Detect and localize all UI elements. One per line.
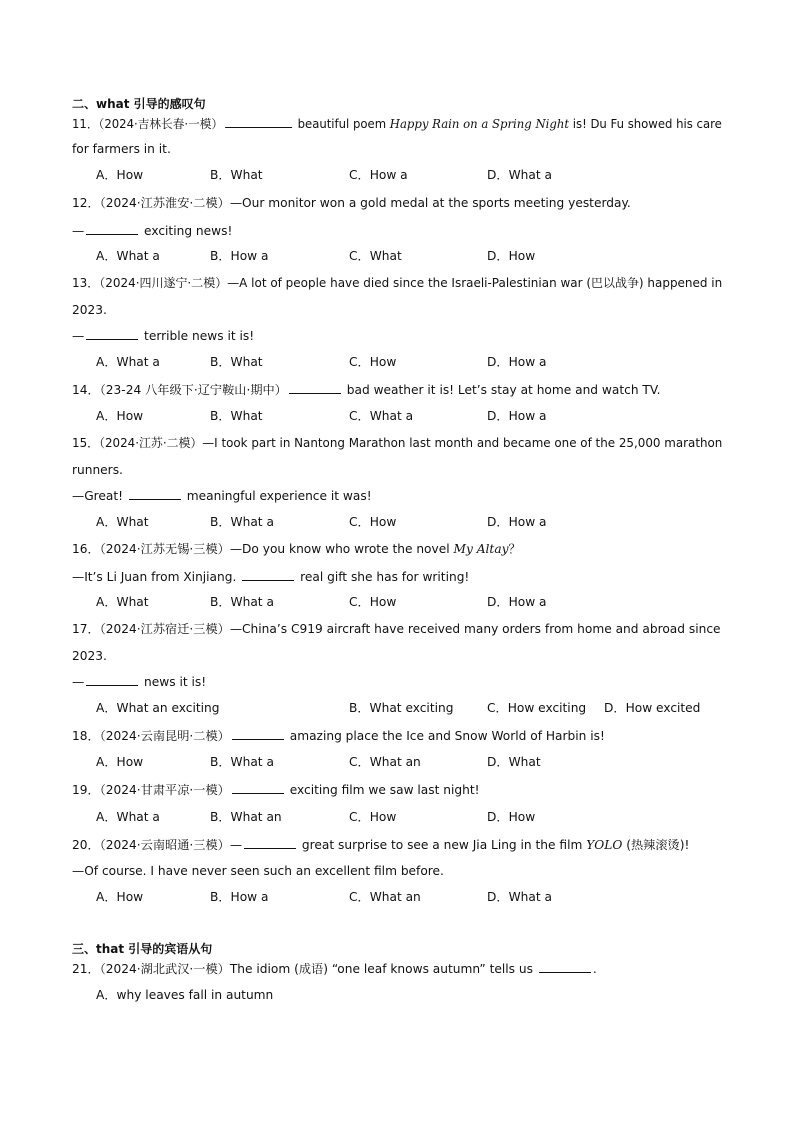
question-12-option-a: A．What a: [96, 249, 160, 263]
question-12-option-d: D．How: [487, 249, 536, 263]
question-13-reply: — terrible news it is!: [72, 329, 255, 343]
question-18-stem: 18．（2024·云南昆明·二模） amazing place the Ice and Snow World of Harbin is!: [72, 729, 605, 743]
question-14-option-a: A．How: [96, 409, 144, 423]
question-17-option-d: D．How excited: [604, 701, 701, 715]
question-18-option-a: A．How: [96, 755, 144, 769]
question-11-option-a: A．How: [96, 168, 144, 182]
answer-blank: [244, 836, 296, 849]
question-13-stem: 13．（2024·四川遂宁·二模）—A lot of people have died since the Israeli-Palestinian war (巴以战争) happened in: [72, 276, 723, 290]
question-15-option-d: D．How a: [487, 515, 547, 529]
question-16-option-b: B．What a: [210, 595, 274, 609]
question-16-reply: —It’s Li Juan from Xinjiang. real gift she has for writing!: [72, 570, 470, 584]
question-18-option-b: B．What a: [210, 755, 274, 769]
question-17-stem-line2: 2023.: [72, 649, 107, 663]
answer-blank: [225, 115, 292, 128]
answer-blank: [86, 222, 138, 235]
question-15-option-c: C．How: [349, 515, 397, 529]
question-14-option-d: D．How a: [487, 409, 547, 423]
question-14-stem: 14．（23-24 八年级下·辽宁鞍山·期中） bad weather it is! Let’s stay at home and watch TV.: [72, 383, 661, 397]
question-13-stem-line2: 2023.: [72, 303, 107, 317]
question-13-option-b: B．What: [210, 355, 263, 369]
question-16-stem: 16．（2024·江苏无锡·三模）—Do you know who wrote the novel My Altay？: [72, 542, 521, 556]
question-12-stem: 12．（2024·江苏淮安·二模）—Our monitor won a gold medal at the sports meeting yesterday.: [72, 196, 631, 210]
answer-blank: [232, 727, 284, 740]
question-16-option-c: C．How: [349, 595, 397, 609]
question-13-option-d: D．How a: [487, 355, 547, 369]
question-21-stem: 21．（2024·湖北武汉·一模）The idiom (成语) “one leaf knows autumn” tells us .: [72, 962, 597, 976]
question-20-option-b: B．How a: [210, 890, 269, 904]
section-heading-exclamations: 二、what 引导的感叹句: [72, 97, 206, 111]
question-20-stem: 20．（2024·云南昭通·三模）— great surprise to see a new Jia Ling in the film YOLO (热辣滚烫)!: [72, 838, 690, 852]
answer-blank: [539, 960, 591, 973]
question-12-option-b: B．How a: [210, 249, 269, 263]
question-16-option-a: A．What: [96, 595, 149, 609]
answer-blank: [129, 487, 181, 500]
answer-blank: [232, 781, 284, 794]
answer-blank: [86, 327, 138, 340]
question-17-option-a: A．What an exciting: [96, 701, 220, 715]
question-13-option-a: A．What a: [96, 355, 160, 369]
question-13-option-c: C．How: [349, 355, 397, 369]
question-15-stem-line2: runners.: [72, 463, 123, 477]
question-12-reply: — exciting news!: [72, 224, 233, 238]
section-heading-object-clauses: 三、that 引导的宾语从句: [72, 942, 213, 956]
question-17-option-b: B．What exciting: [349, 701, 454, 715]
question-15-stem: 15．（2024·江苏·二模）—I took part in Nantong Marathon last month and became one of the 25,000 marathon: [72, 436, 723, 450]
question-19-option-d: D．How: [487, 810, 536, 824]
question-18-option-d: D．What: [487, 755, 541, 769]
question-20-reply: —Of course. I have never seen such an excellent film before.: [72, 864, 444, 878]
answer-blank: [242, 568, 294, 581]
question-21-option-a: A．why leaves fall in autumn: [96, 988, 274, 1002]
question-18-option-c: C．What an: [349, 755, 421, 769]
question-15-option-a: A．What: [96, 515, 149, 529]
question-17-reply: — news it is!: [72, 675, 207, 689]
question-20-option-a: A．How: [96, 890, 144, 904]
question-19-option-b: B．What an: [210, 810, 282, 824]
question-17-option-c: C．How exciting: [487, 701, 587, 715]
question-11-option-b: B．What: [210, 168, 263, 182]
question-19-option-a: A．What a: [96, 810, 160, 824]
question-14-option-c: C．What a: [349, 409, 414, 423]
question-11-option-c: C．How a: [349, 168, 408, 182]
answer-blank: [289, 381, 341, 394]
answer-blank: [86, 673, 138, 686]
question-20-option-d: D．What a: [487, 890, 552, 904]
question-19-option-c: C．How: [349, 810, 397, 824]
question-15-option-b: B．What a: [210, 515, 274, 529]
question-11-option-d: D．What a: [487, 168, 552, 182]
question-17-stem: 17．（2024·江苏宿迁·三模）—China’s C919 aircraft have received many orders from home and abroad since: [72, 622, 721, 636]
question-15-reply: —Great! meaningful experience it was!: [72, 489, 372, 503]
question-19-stem: 19．（2024·甘肃平凉·一模） exciting film we saw last night!: [72, 783, 480, 797]
question-16-option-d: D．How a: [487, 595, 547, 609]
question-14-option-b: B．What: [210, 409, 263, 423]
question-20-option-c: C．What an: [349, 890, 421, 904]
question-11-stem: 11．（2024·吉林长春·一模） beautiful poem Happy Rain on a Spring Night is! Du Fu showed his care: [72, 117, 722, 131]
question-12-option-c: C．What: [349, 249, 402, 263]
question-11-stem-line2: for farmers in it.: [72, 142, 171, 156]
